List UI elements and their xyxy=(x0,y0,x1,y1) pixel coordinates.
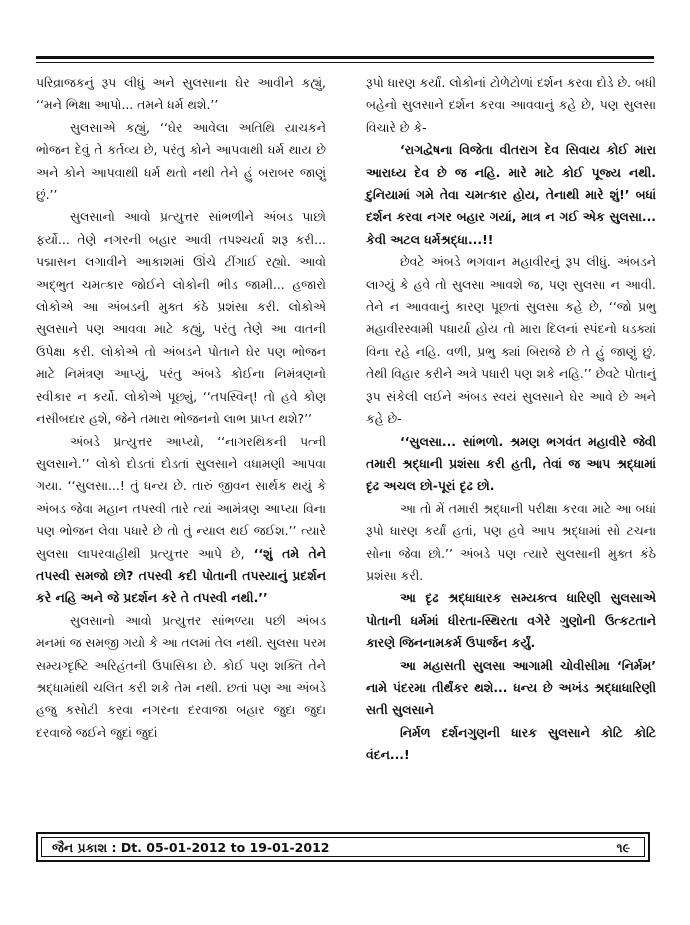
paragraph: અંબડે પ્રત્યુત્તર આપ્યો, ‘‘નાગરથિકની પત્ની સુલસાને.’’ લોકો દોડતાં દોડતાં સુલસાને વધામણી આપવા ગયા. ‘‘સુલસા...! તું ધન્ય છે. તારું જીવન સાર્થક થયું કે અંબડ જેવા મહાન તપસ્વી તારે ત્યાં આમંત્રણ આપ્યા વિના પણ ભોજન લેવા પધારે છે તો તું ન્યાલ થઈ જઈશ.’’ ત્યારે સુલસા લાપરવાહીથી પ્રત્યુત્તર આપે છે, ‘‘શું તમે તેને તપસ્વી સમજો છો? તપસ્વી કદી પોતાની તપસ્યાનું પ્રદર્શન કરે નહિ અને જે પ્રદર્શન કરે તે તપસ્વી નથી.’’ xyxy=(36,433,326,606)
paragraph-bold: ‘રાગદ્વેષના વિજેતા વીતરાગ દેવ સિવાય કોઈ મારા આરાધ્ય દેવ છે જ નહિ. મારે માટે કોઈ પૂજ્ય નથી. દુનિયામાં ગમે તેવા ચમત્કાર હોય, તેનાથી મારે શું!’ બધાં દર્શન કરવા નગર બહાર ગયાં, માત્ર ન ગઈ એક સુલસા... કેવી અટલ ધર્મશ્રદ્ધા...!! xyxy=(366,142,656,247)
paragraph: છેવટે અંબડે ભગવાન મહાવીરનું રૂપ લીધું. અંબડને લાગ્યું કે હવે તો સુલસા આવશે જ, પણ સુલસા ન આવી. તેને ન આવવાનું કારણ પૂછતાં સુલસા કહે છે, ‘‘જો પ્રભુ મહાવીરસ્વામી પધાર્યા હોય તો મારા દિલનાં સ્પંદનો ધડક્યાં વિના રહે નહિ. વળી, પ્રભુ ક્યાં બિરાજે છે તે હું જાણું છું. તેથી વિહાર કરીને અત્રે પધારી પણ શકે નહિ.’’ છેવટે પોતાનું રૂપ સંકેલી લઈને અંબડ સ્વયં સુલસાને ઘેર આવે છે અને કહે છે- xyxy=(366,254,656,427)
paragraph-bold: આ મહાસતી સુલસા આગામી ચોવીસીમા ‘નિર્મમ’ નામે પંદરમા તીર્થંકર થશે... ધન્ય છે અખંડ શ્રદ્ધાધારિણી સતી સુલસાને xyxy=(366,657,656,718)
paragraph: સુલસાનો આવો પ્રત્યુત્તર સાંભળીને અંબડ પાછો ફર્યો... તેણે નગરની બહાર આવી તપશ્ચર્યા શરૂ કરી... પદ્માસન લગાવીને આકાશમાં ઊંચે ટીંગાઈ રહ્યો. આવો અદ્‌ભુત ચમત્કાર જોઈને લોકોની ભીડ જામી... હજારો લોકોએ આ અંબડની મુક્ત કંઠે પ્રશંસા કરી. લોકોએ સુલસાને પણ આવવા માટે કહ્યું, પરંતુ તેણે આ વાતની ઉપેક્ષા કરી. લોકોએ તો અંબડને પોતાને ઘેર પણ ભોજન માટે નિમંત્રણ આપ્યું, પરંતુ અંબડે કોઈના નિમંત્રણનો સ્વીકાર ન કર્યો. લોકોએ પૂછ્યું, ‘‘તપસ્વિન્! તો હવે કોણ નસીબદાર હશે, જેને તમારા ભોજનનો લાભ પ્રાપ્ત થશે?’’ xyxy=(36,209,326,427)
header-rule-thin xyxy=(36,62,654,63)
header-rule-thick xyxy=(36,56,654,59)
paragraph: રૂપો ધારણ કર્યાં. લોકોનાં ટોળેટોળાં દર્શન કરવા દોડે છે. બધી બહેનો સુલસાને દર્શન કરવા આવવાનું કહે છે, પણ સુલસા વિચારે છે કે- xyxy=(366,75,656,135)
publication-info: જૈન પ્રકાશ : Dt. 05-01-2012 to 19-01-2012 xyxy=(52,840,330,855)
right-column xyxy=(366,72,656,767)
bold-quote: ‘‘શું તમે તેને તપસ્વી સમજો છો? તપસ્વી કદી પોતાની તપસ્યાનું પ્રદર્શન કરે નહિ અને જે પ્રદર્શન કરે તે તપસ્વી નથી.’’ xyxy=(36,545,326,606)
left-column xyxy=(36,72,326,744)
paragraph-bold: ‘‘સુલસા... સાંભળો. શ્રમણ ભગવંત મહાવીરે જેવી તમારી શ્રદ્ધાની પ્રશંસા કરી હતી, તેવાં જ આપ શ્રદ્ધામાં દૃઢ અચલ છો-પૂરાં દૃઢ છો. xyxy=(366,433,656,494)
paragraph-bold: નિર્મળ દર્શનગુણની ધારક સુલસાને કોટિ કોટિ વંદન...! xyxy=(366,724,656,763)
footer-box xyxy=(36,832,650,862)
paragraph: પરિવ્રાજકનું રૂપ લીધું અને સુલસાના ઘેર આવીને કહ્યું, ‘‘મને ભિક્ષા આપો... તમને ધર્મ થશે.’’ xyxy=(36,75,326,113)
paragraph: આ તો મેં તમારી શ્રદ્ધાની પરીક્ષા કરવા માટે આ બધાં રૂપો ધારણ કર્યાં હતાં, પણ હવે આપ શ્રદ્ધામાં સો ટચના સોના જેવા છો.’’ અંબડે પણ ત્યારે સુલસાની મુક્ત કંઠે પ્રશંસા કરી. xyxy=(366,500,656,583)
paragraph: સુલસાનો આવો પ્રત્યુત્તર સાંભળ્યા પછી અંબડ મનમાં જ સમજી ગયો કે આ તલમાં તેલ નથી. સુલસા પરમ સમ્યગ્દૃષ્ટિ અરિહંતની ઉપાસિકા છે. કોઈ પણ શક્તિ તેને શ્રદ્ધામાંથી ચલિત કરી શકે તેમ નથી. છતાં પણ આ અંબડે હજુ કસોટી કરવા નગરના દરવાજા બહાર જુદા જુદા દરવાજે જઈને જુદાં જુદાં xyxy=(36,612,326,740)
paragraph-bold: આ દૃઢ શ્રદ્ધાધારક સમ્યક્ત્વ ધારિણી સુલસાએ પોતાની ધર્મમાં ધીરતા-સ્થિરતા વગેરે ગુણોની ઉત્કટતાને કારણે જિનનામકર્મ ઉપાર્જન કર્યું. xyxy=(366,590,656,651)
paragraph: સુલસાએ કહ્યું, ‘‘ઘેર આવેલા અતિથિ યાચકને ભોજન દેવું તે કર્તવ્ય છે, પરંતુ કોને આપવાથી ધર્મ થાય છે અને કોને આપવાથી ધર્મ થતો નથી તેને હું બરાબર જાણું છું.’’ xyxy=(36,119,326,203)
page-number: ૧૯ xyxy=(616,840,630,855)
